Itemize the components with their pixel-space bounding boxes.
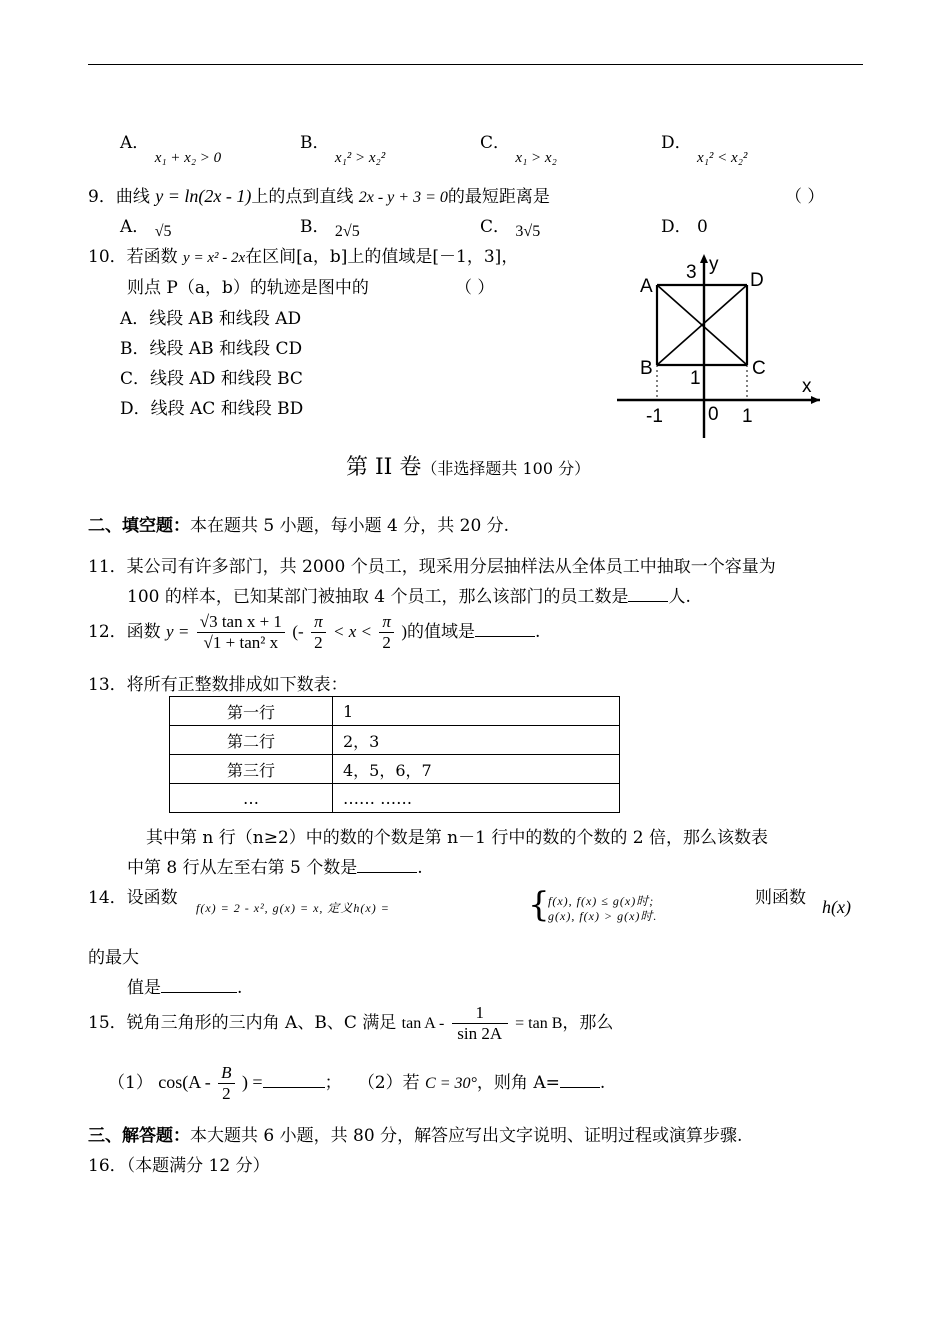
- label-one-y: 1: [690, 368, 701, 389]
- section3-heading: 三、解答题：本大题共 6 小题，共 80 分，解答应写出文字说明、证明过程或演算步骤.: [88, 1126, 743, 1146]
- q13-number-table: [169, 696, 620, 813]
- label-a: A: [640, 276, 653, 297]
- q10-option-b: B．线段 AB 和线段 CD: [120, 339, 303, 359]
- q8-option-c: C． x₁ > x₂: [480, 133, 557, 166]
- table-row: 第一行 1: [170, 697, 620, 726]
- label-neg-one: -1: [646, 406, 663, 427]
- q11-line1: 11．某公司有许多部门，共 2000 个员工，现采用分层抽样法从全体员工中抽取一个容量为: [88, 557, 776, 577]
- q12-neg-half-pi: $\frac{\pi}{2}$: [311, 612, 326, 653]
- q14-definition: f(x) = 2 - x², g(x) = x, 定义h(x) =: [196, 901, 390, 915]
- q8-option-d-math: x₁² < x₂²: [697, 150, 748, 166]
- table-row: 第二行 2，3: [170, 726, 620, 755]
- table-row: 第三行 4，5，6，7: [170, 755, 620, 784]
- q8-option-b: B． x₁² > x₂²: [300, 133, 386, 166]
- q10-option-d: D．线段 AC 和线段 BD: [120, 399, 304, 419]
- q13-line2: 中第 8 行从左至右第 5 个数是 .: [127, 858, 423, 878]
- q9-option-d: D． 0: [661, 217, 708, 237]
- q10-stem-line2: 则点 P（a，b）的轨迹是图中的: [127, 278, 369, 298]
- label-y: y: [709, 254, 719, 275]
- header-rule: [88, 64, 863, 65]
- q10-option-c: C．线段 AD 和线段 BC: [120, 369, 303, 389]
- q14-case1: f(x), f(x) ≤ g(x)时;: [548, 894, 655, 908]
- section2-title: 第 II 卷（非选择题共 100 分）: [346, 455, 591, 480]
- label-b: B: [640, 358, 653, 379]
- q9-option-c: C． 3√5: [480, 217, 541, 240]
- q14-brace: {: [528, 885, 550, 925]
- q14-stem: 14．设函数: [88, 888, 178, 908]
- q13-answer-blank[interactable]: [357, 857, 417, 873]
- q14-answer-blank[interactable]: [161, 977, 237, 993]
- label-three: 3: [686, 262, 697, 283]
- q15-fraction: $\frac{1}{\sin 2A}$: [452, 1003, 508, 1044]
- q9-option-b: B． 2√5: [300, 217, 360, 240]
- q9-option-a: A． √5: [120, 217, 172, 240]
- y-axis-arrow: [700, 254, 708, 263]
- q14-text2: 则函数: [755, 888, 806, 908]
- label-d: D: [750, 270, 764, 291]
- q15-b-over-2: $\frac{B}{2}$: [218, 1063, 234, 1104]
- section2-heading: 二、填空题：本在题共 5 小题，每小题 4 分，共 20 分.: [88, 516, 510, 536]
- q10-answer-paren: （ ）: [455, 278, 495, 298]
- q15-part1-blank[interactable]: [263, 1072, 325, 1088]
- q14-hx: h(x): [822, 897, 851, 917]
- q15-stem: 15．锐角三角形的三内角 A、B、C 满足 tan A - $\frac{1}{\sin 2A}$ = tan B，那么: [88, 1003, 614, 1043]
- q9-stem: 9．曲线 y = ln(2x - 1)上的点到直线 2x - y + 3 = 0的最短距离是: [88, 186, 550, 207]
- q8-option-d: D． x₁² < x₂²: [661, 133, 748, 166]
- table-row: … …… ……: [170, 784, 620, 813]
- label-c: C: [752, 358, 766, 379]
- q8-option-c-math: x₁ > x₂: [515, 150, 557, 166]
- x-axis-arrow: [811, 396, 820, 404]
- q14-case2: g(x), f(x) > g(x)时.: [548, 909, 658, 923]
- q12-fraction: $\frac{\text{√3 tan x + 1}}{\text{√1 + tan² x}}$: [197, 612, 285, 653]
- q11-answer-blank[interactable]: [628, 586, 668, 602]
- q14-line2: 的最大: [88, 948, 139, 968]
- q16-title: 16．（本题满分 12 分）: [88, 1156, 270, 1176]
- q14-line3: 值是 .: [127, 978, 243, 998]
- q12-answer-blank[interactable]: [475, 621, 535, 637]
- q8-option-b-math: x₁² > x₂²: [334, 150, 386, 166]
- label-zero: 0: [708, 404, 719, 425]
- q8-option-a-math: x₁ + x₂ > 0: [154, 150, 222, 166]
- q13-line1: 其中第 n 行（n≥2）中的数的个数是第 n－1 行中的数的个数的 2 倍，那么该数表: [146, 828, 768, 848]
- q12: 12．函数 y = $\frac{\text{√3 tan x + 1}}{\text{√1 + tan² x}}$ (- $\frac{\pi}{2}$ < x < $\frac{\pi}{2}$ )的值域是 .: [88, 612, 541, 652]
- q12-half-pi: $\frac{\pi}{2}$: [379, 612, 394, 653]
- label-x: x: [802, 376, 812, 397]
- q10-figure: [612, 250, 827, 445]
- q8-option-a: A． x₁ + x₂ > 0: [120, 133, 222, 166]
- q10-option-a: A．线段 AB 和线段 AD: [120, 309, 302, 329]
- q11-line2: 100 的样本，已知某部门被抽取 4 个员工，那么该部门的员工数是 人.: [127, 587, 691, 607]
- q15-part2-blank[interactable]: [560, 1072, 600, 1088]
- q10-stem: 10．若函数 y = x² - 2x在区间[a，b]上的值域是[－1，3]，: [88, 247, 519, 267]
- q9-answer-paren: （ ）: [785, 187, 825, 207]
- q15-parts: （1） cos(A - $\frac{B}{2}$ ) = ； （2）若 C = 30°，则角 A= .: [108, 1063, 606, 1103]
- label-one-x: 1: [742, 406, 753, 427]
- q13-title: 13．将所有正整数排成如下数表：: [88, 675, 348, 695]
